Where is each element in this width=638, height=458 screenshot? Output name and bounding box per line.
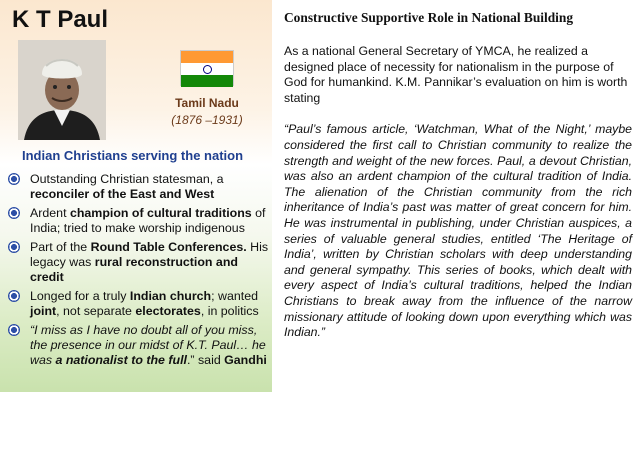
bullet-icon [8,173,20,185]
bullet-item [8,289,270,319]
bullet-text-part: joint [30,304,57,318]
bullet-text [30,172,270,202]
portrait-image [18,40,106,140]
article-quote: “Paul’s famous article, ‘Watchman, What of the Night,’ maybe considered the first call to Christian community to realize the strength and weight of the new forces. Paul, a devout Christian, was also an ardent champion of the cultural tradition of India. The alienation of the Christian community from the rich inheritance of India’s past was matter of great concern for him. He was instrumental in publishing, under Christian auspices, a series of valuable general studies, entitled ‘The Heritage of India’, written by Christian scholars with deep understanding and general sympathy. This series of books, which dealt with every aspect of India’s cultural traditions, helped the Indian Christians to break away from the influence of the narrow missionary attitude of looking down upon everything which was Indian.” [284,122,632,340]
bullet-text [30,206,270,236]
state-name: Tamil Nadu [175,96,239,110]
bullet-text-part: Outstanding Christian statesman, a [30,172,224,186]
bullet-text-part: , in politics [200,304,259,318]
article-title: Constructive Supportive Role in National Building [284,10,574,25]
bullet-text-part: a nationalist to the full [55,353,187,367]
bullet-text-part: .” said [186,353,225,367]
bullet-text-part: , not separate [56,304,136,318]
bullet-text-part: reconciler of the East and West [30,187,215,201]
poster-title: K T Paul [12,6,109,33]
bullet-icon [8,324,20,336]
bullet-text-part: electorates [135,304,201,318]
bullet-text [30,289,270,319]
bullet-text-part: ; wanted [211,289,258,303]
article-intro: As a national General Secretary of YMCA, he realized a designed place of necessity for nationalism in the purpose of God for humankind. K.M. Pannikar’s evaluation on him is worth stating [284,44,628,105]
bullet-text-part: Gandhi [224,353,267,367]
indian-flag-icon [180,50,234,86]
bullet-icon [8,241,20,253]
bullet-item [8,240,270,285]
bullet-text-part: rural reconstruction and credit [30,255,238,284]
bullet-text-part: Round Table Conferences. [90,240,247,254]
bullet-item [8,323,270,368]
bullet-text-part: Part of the [30,240,91,254]
bullet-item [8,172,270,202]
bullet-text-part: champion of cultural traditions [69,206,252,220]
bullet-icon [8,290,20,302]
bullet-text [30,323,270,368]
bullet-text [30,240,270,285]
bullet-text-part: Indian church [129,289,212,303]
article [284,10,632,341]
bullet-text-part: of India; tried to make worship indigenous [30,206,266,235]
bullet-item [8,206,270,236]
poster-subtitle: Indian Christians serving the nation [22,148,244,163]
poster-panel [0,0,272,392]
bullet-text-part: Longed for a truly [30,289,130,303]
bullet-list [8,172,270,372]
bullet-text-part: “I miss as I have no doubt all of you miss, the presence in our midst of K.T. Paul… he was [30,323,266,367]
life-years: (1876 –1931) [171,113,243,127]
bullet-text-part: Ardent [30,206,70,220]
bullet-icon [8,207,20,219]
bullet-text-part: His legacy was [30,240,269,269]
